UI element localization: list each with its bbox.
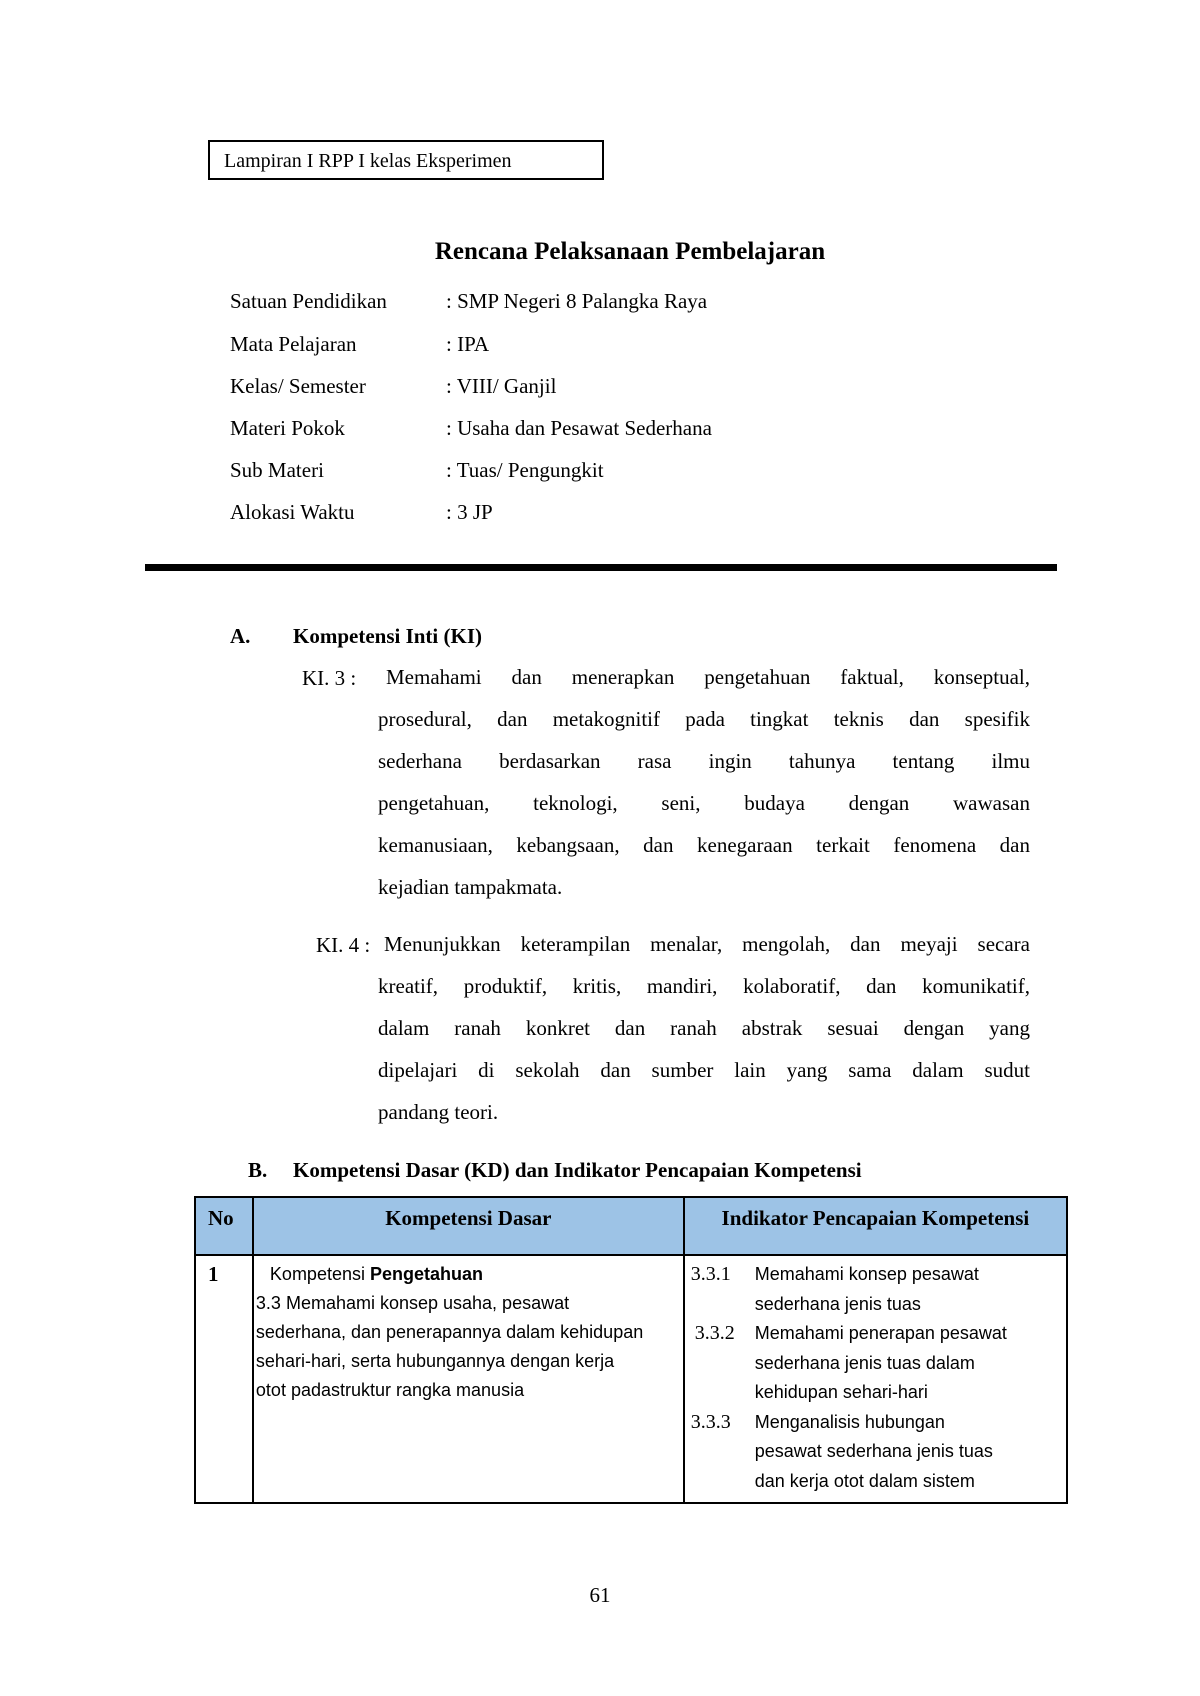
- ki4-line: dipelajari di sekolah dan sumber lain yang sama dalam sudut: [378, 1058, 1030, 1082]
- indicator-item: [691, 1319, 1060, 1408]
- indicator-line: Menganalisis hubungan: [754, 1411, 945, 1432]
- document-title: [0, 238, 1200, 266]
- section-a-letter: A.: [230, 624, 251, 648]
- header-no: No: [195, 1197, 253, 1255]
- horizontal-rule: [145, 564, 1057, 571]
- indicator-line: sederhana jenis tuas dalam: [754, 1352, 975, 1373]
- ki4-line: dalam ranah konkret dan ranah abstrak sesuai dengan yang: [378, 1016, 1030, 1040]
- meta-label: Mata Pelajaran: [230, 332, 357, 356]
- ki3-line: kejadian tampakmata.: [378, 875, 563, 899]
- section-b-title: Kompetensi Dasar (KD) dan Indikator Pencapaian Kompetensi: [293, 1158, 862, 1182]
- kd-line: 3.3 Memahami konsep usaha, pesawat: [255, 1293, 570, 1313]
- meta-value: : IPA: [446, 332, 489, 356]
- ki4-first-line-block: [384, 923, 1030, 965]
- meta-value: : VIII/ Ganjil: [446, 374, 557, 398]
- kd-heading-bold: Pengetahuan: [369, 1264, 484, 1284]
- indicator-line: dan kerja otot dalam sistem: [754, 1470, 975, 1491]
- indicator-number: 3.3.1: [690, 1263, 731, 1285]
- indicator-line: pesawat sederhana jenis tuas: [754, 1441, 993, 1461]
- indicator-line: kehidupan sehari-hari: [754, 1382, 928, 1402]
- ki4-label: KI. 4 :: [316, 933, 371, 957]
- ki4-paragraph: [378, 965, 1030, 1133]
- kd-table: [194, 1196, 1068, 1504]
- meta-label: Alokasi Waktu: [230, 500, 355, 524]
- ki3-line: kemanusiaan, kebangsaan, dan kenegaraan terkait fenomena dan: [378, 833, 1030, 857]
- meta-label: Materi Pokok: [230, 416, 345, 440]
- ki3-paragraph: [378, 698, 1030, 908]
- meta-value: : 3 JP: [446, 500, 493, 524]
- indicator-cell: [684, 1255, 1067, 1503]
- kd-line: otot padastruktur rangka manusia: [255, 1380, 525, 1400]
- ki3-line: sederhana berdasarkan rasa ingin tahunya tentang ilmu: [378, 749, 1030, 773]
- ki4-line: pandang teori.: [378, 1100, 499, 1124]
- meta-value: : Usaha dan Pesawat Sederhana: [446, 416, 712, 440]
- attachment-label-box: Lampiran I RPP I kelas Eksperimen: [208, 140, 604, 180]
- meta-label: Kelas/ Semester: [230, 374, 366, 398]
- table-header-row: [195, 1197, 1067, 1255]
- indicator-item: [691, 1260, 1060, 1319]
- ki4-line: kreatif, produktif, kritis, mandiri, kolaboratif, dan komunikatif,: [378, 974, 1030, 998]
- kd-line: sehari-hari, serta hubungannya dengan kerja: [255, 1351, 615, 1371]
- document-title-text: Rencana Pelaksanaan Pembelajaran: [434, 238, 826, 265]
- ki3-line: prosedural, dan metakognitif pada tingkat teknis dan spesifik: [378, 707, 1030, 731]
- meta-label: Satuan Pendidikan: [230, 289, 387, 313]
- indicator-line: Memahami konsep pesawat: [754, 1264, 979, 1284]
- table-row: [195, 1255, 1067, 1503]
- kd-line: sederhana, dan penerapannya dalam kehidupan: [255, 1322, 644, 1342]
- kd-heading-prefix: Kompetensi: [269, 1264, 370, 1284]
- meta-label: Sub Materi: [230, 458, 324, 482]
- page-number: 61: [589, 1583, 611, 1607]
- ki4-line: Menunjukkan keterampilan menalar, mengolah, dan meyaji secara: [384, 932, 1030, 956]
- ki3-label: KI. 3 :: [302, 666, 357, 690]
- header-indicator: Indikator Pencapaian Kompetensi: [684, 1197, 1067, 1255]
- indicator-line: Memahami penerapan pesawat: [754, 1323, 1007, 1343]
- indicator-number: 3.3.3: [690, 1410, 731, 1433]
- indicator-line: sederhana jenis tuas: [754, 1293, 921, 1314]
- kd-cell: [253, 1255, 684, 1503]
- header-kd: Kompetensi Dasar: [253, 1197, 684, 1255]
- kd-heading: [256, 1260, 677, 1289]
- ki3-first-line-block: [386, 656, 1030, 698]
- meta-value: : SMP Negeri 8 Palangka Raya: [446, 289, 708, 313]
- row-number: 1: [195, 1255, 253, 1503]
- ki3-line: Memahami dan menerapkan pengetahuan faktual, konseptual,: [386, 665, 1030, 689]
- ki3-line: pengetahuan, teknologi, seni, budaya dengan wawasan: [378, 791, 1030, 815]
- indicator-number: 3.3.2: [694, 1322, 735, 1344]
- section-b-letter: B.: [248, 1158, 268, 1182]
- section-a-title: Kompetensi Inti (KI): [293, 624, 482, 648]
- indicator-item: [691, 1408, 1060, 1497]
- meta-value: : Tuas/ Pengungkit: [446, 458, 604, 482]
